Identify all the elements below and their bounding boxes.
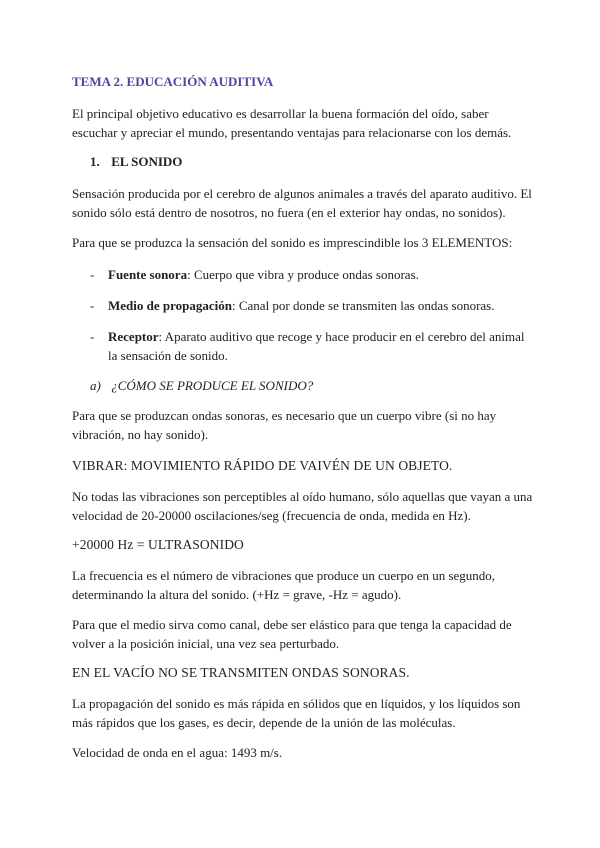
paragraph-vacio: EN EL VACÍO NO SE TRANSMITEN ONDAS SONORAS. xyxy=(72,665,410,680)
term-receptor: Receptor xyxy=(108,329,159,344)
intro-paragraph: El principal objetivo educativo es desarrollar la buena formación del oído, saber escuchar y apreciar el mundo, presentando ventajas para relacionarse con los demás. xyxy=(72,106,512,140)
list-item-fuente-sonora xyxy=(90,265,530,284)
paragraph-ultrasonido: +20000 Hz = ULTRASONIDO xyxy=(72,537,244,552)
bullet-dash: - xyxy=(90,298,95,313)
term-fuente-sonora: Fuente sonora xyxy=(108,267,188,282)
section-label: EL SONIDO xyxy=(111,154,183,169)
subsection-label: ¿CÓMO SE PRODUCE EL SONIDO? xyxy=(111,378,314,393)
list-item-medio-propagacion xyxy=(90,296,530,315)
section-heading-sonido xyxy=(90,152,552,171)
document-title: TEMA 2. EDUCACIÓN AUDITIVA xyxy=(72,74,274,89)
paragraph-propagacion: La propagación del sonido es más rápida en sólidos que en líquidos, y los líquidos son más rápidos que los gases, es decir, depende de la unión de las moléculas. xyxy=(72,696,521,730)
paragraph-frecuencia: La frecuencia es el número de vibraciones que produce un cuerpo en un segundo, determinando la altura del sonido. (+Hz = grave, -Hz = agudo). xyxy=(72,568,496,602)
paragraph-sensacion: Sensación producida por el cerebro de algunos animales a través del aparato auditivo. El sonido sólo está dentro de nosotros, no fuera (en el exterior hay ondas, no sonidos). xyxy=(72,186,532,220)
bullet-dash: - xyxy=(90,267,95,282)
section-number: 1. xyxy=(90,154,100,169)
subsection-letter: a) xyxy=(90,378,101,393)
paragraph-vibrar: VIBRAR: MOVIMIENTO RÁPIDO DE VAIVÉN DE UN OBJETO. xyxy=(72,458,453,473)
term-medio-propagacion: Medio de propagación xyxy=(108,298,232,313)
list-item-receptor xyxy=(90,327,530,365)
paragraph-vibraciones: No todas las vibraciones son perceptibles al oído humano, sólo aquellas que vayan a una velocidad de 20-20000 oscilaciones/seg (frecuencia de onda, medida en Hz). xyxy=(72,489,533,523)
paragraph-elementos: Para que se produzca la sensación del sonido es imprescindible los 3 ELEMENTOS: xyxy=(72,235,513,250)
desc-fuente-sonora: : Cuerpo que vibra y produce ondas sonoras. xyxy=(187,267,419,282)
desc-medio-propagacion: : Canal por donde se transmiten las ondas sonoras. xyxy=(232,298,495,313)
bullet-dash: - xyxy=(90,329,95,344)
paragraph-medio: Para que el medio sirva como canal, debe ser elástico para que tenga la capacidad de volver a la posición inicial, una vez sea perturbado. xyxy=(72,617,512,651)
paragraph-ondas: Para que se produzcan ondas sonoras, es necesario que un cuerpo vibre (si no hay vibración, no hay sonido). xyxy=(72,408,497,442)
desc-receptor: : Aparato auditivo que recoge y hace producir en el cerebro del animal la sensación de sonido. xyxy=(108,329,525,363)
paragraph-velocidad: Velocidad de onda en el agua: 1493 m/s. xyxy=(72,745,283,760)
subsection-heading-a xyxy=(90,376,552,395)
